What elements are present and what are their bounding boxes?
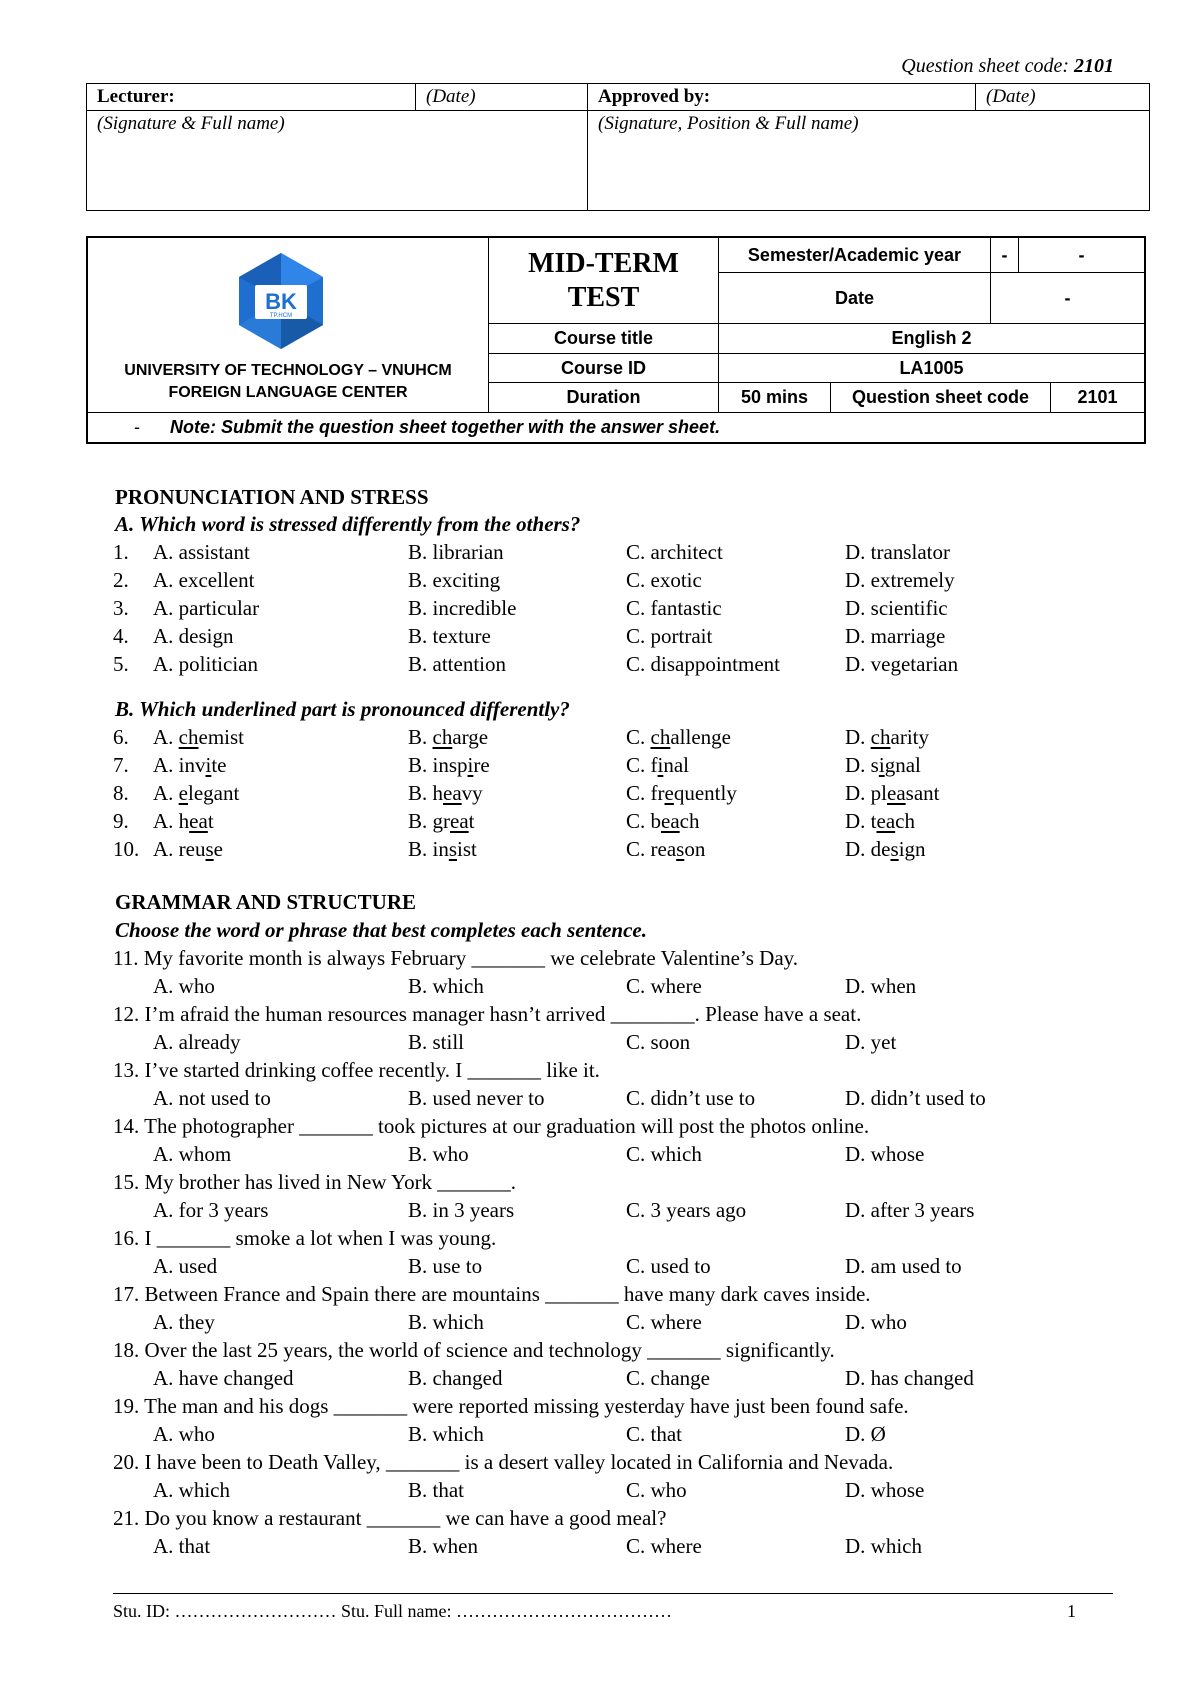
semester-label: Semester/Academic year [718, 238, 990, 272]
answer-option-d: D. am used to [845, 1254, 962, 1278]
word-part: D. s [845, 753, 879, 777]
part-b-instruction: B. Which underlined part is pronounced differently? [115, 697, 570, 721]
answer-option-a: A. for 3 years [153, 1198, 269, 1222]
answer-option-c: C. fantastic [626, 596, 722, 620]
answer-option-d: D. extremely [845, 568, 955, 592]
duration-label: Duration [488, 382, 718, 412]
answer-option-d: D. has changed [845, 1366, 974, 1390]
word-part: arge [452, 725, 489, 749]
question-text: 18. Over the last 25 years, the world of science and technology _______ significantly. [113, 1338, 835, 1362]
answer-option-b: B. in 3 years [408, 1198, 515, 1222]
logo-text: BK [265, 289, 297, 314]
answer-option-b: B. still [408, 1030, 465, 1054]
question-sheet-code-label: Question sheet code [830, 382, 1050, 412]
bk-logo-icon [233, 253, 329, 349]
answer-option-d: D. after 3 years [845, 1198, 975, 1222]
word-part: D. de [845, 837, 891, 861]
word-part: A. [153, 725, 179, 749]
underlined-part: e [178, 781, 188, 805]
answer-option-c: C. architect [626, 540, 723, 564]
answer-option-a [153, 781, 239, 806]
answer-option-b: B. changed [408, 1366, 503, 1390]
answer-option-b: B. which [408, 1422, 484, 1446]
word-part: ist [457, 837, 477, 861]
semester-value-2: - [1018, 238, 1144, 272]
underlined-part: ea [189, 809, 208, 833]
word-part: arity [890, 725, 929, 749]
answer-option-c: C. change [626, 1366, 710, 1390]
word-part: A. h [153, 809, 190, 833]
underlined-part: i [878, 753, 885, 777]
underlined-part: s [448, 837, 458, 861]
question-sheet-code-header [901, 55, 1114, 78]
answer-option-a: A. have changed [153, 1366, 294, 1390]
word-part: B. [408, 725, 433, 749]
answer-option-a: A. assistant [153, 540, 250, 564]
test-title-line2: TEST [567, 281, 640, 313]
question-text: 13. I’ve started drinking coffee recently. I _______ like it. [113, 1058, 600, 1082]
question-sheet-code-value: 2101 [1050, 382, 1144, 412]
question-number: 10. [113, 837, 140, 861]
answer-option-d: D. vegetarian [845, 652, 959, 676]
word-part: C. f [626, 753, 658, 777]
word-part: B. h [408, 781, 444, 805]
answer-option-d: D. scientific [845, 596, 948, 620]
word-part: ign [898, 837, 926, 861]
section-title-grammar: GRAMMAR AND STRUCTURE [115, 890, 417, 914]
answer-option-d: D. marriage [845, 624, 946, 648]
word-part: t [207, 809, 214, 833]
underlined-part: i [467, 753, 474, 777]
answer-option-d: D. whose [845, 1142, 925, 1166]
course-title-value: English 2 [718, 323, 1144, 353]
word-part: A. [153, 781, 179, 805]
footer-divider [113, 1593, 1113, 1594]
lecturer-date: (Date) [416, 84, 588, 111]
question-number: 8. [113, 781, 129, 805]
word-part: allenge [670, 725, 731, 749]
word-part: B. insp [408, 753, 468, 777]
approved-by-label: Approved by: [588, 84, 976, 111]
logo-subtext: TP.HCM [269, 313, 293, 319]
underlined-part: ch [870, 725, 891, 749]
grammar-instruction: Choose the word or phrase that best completes each sentence. [115, 918, 647, 942]
answer-option-c [626, 753, 689, 778]
underlined-part: s [205, 837, 214, 861]
answer-option-d: D. didn’t used to [845, 1086, 986, 1110]
answer-option-b [408, 837, 477, 862]
answer-option-b [408, 781, 483, 806]
signature-table [86, 83, 1150, 211]
question-number: 2. [113, 568, 129, 592]
answer-option-d [845, 809, 915, 834]
word-part: D. t [845, 809, 877, 833]
word-part: C. b [626, 809, 662, 833]
underlined-part: i [205, 753, 212, 777]
course-id-label: Course ID [488, 353, 718, 382]
answer-option-c: C. soon [626, 1030, 691, 1054]
answer-option-d: D. when [845, 974, 917, 998]
answer-option-d [845, 837, 926, 862]
word-part: C. fr [626, 781, 665, 805]
answer-option-a: A. they [153, 1310, 215, 1334]
word-part: gnal [884, 753, 921, 777]
section-title-pronunciation: PRONUNCIATION AND STRESS [115, 485, 429, 509]
date-value: - [990, 272, 1144, 323]
underlined-part: ch [650, 725, 671, 749]
answer-option-a: A. not used to [153, 1086, 271, 1110]
question-number: 7. [113, 753, 129, 777]
answer-option-c [626, 781, 737, 806]
lecturer-signature-box: (Signature & Full name) [87, 111, 588, 211]
note-dash: - [134, 417, 140, 437]
answer-option-d: D. yet [845, 1030, 897, 1054]
answer-option-c: C. used to [626, 1254, 711, 1278]
word-part: A. inv [153, 753, 206, 777]
approver-date: (Date) [976, 84, 1150, 111]
question-number: 3. [113, 596, 129, 620]
answer-option-a: A. politician [153, 652, 258, 676]
word-part: ch [679, 809, 700, 833]
word-part: ch [895, 809, 915, 833]
answer-option-a: A. that [153, 1534, 211, 1558]
student-info-line: Stu. ID: ……………………… Stu. Full name: ……………………………… [113, 1601, 673, 1621]
question-number: 1. [113, 540, 129, 564]
answer-option-b [408, 809, 475, 834]
university-name: UNIVERSITY OF TECHNOLOGY – VNUHCM [124, 362, 452, 379]
answer-option-a: A. design [153, 624, 234, 648]
underlined-part: ch [178, 725, 199, 749]
answer-option-b: B. that [408, 1478, 464, 1502]
answer-option-c: C. where [626, 974, 702, 998]
word-part: nal [663, 753, 689, 777]
semester-value-1: - [990, 238, 1018, 272]
answer-option-c: C. didn’t use to [626, 1086, 756, 1110]
answer-option-c [626, 837, 705, 862]
question-number: 4. [113, 624, 129, 648]
word-part: B. in [408, 837, 449, 861]
answer-option-a: A. who [153, 1422, 215, 1446]
answer-option-c: C. exotic [626, 568, 702, 592]
answer-option-d: D. who [845, 1310, 907, 1334]
question-text: 11. My favorite month is always February _______ we celebrate Valentine’s Day. [113, 946, 799, 970]
code-value: 2101 [1074, 55, 1114, 77]
page-number: 1 [1067, 1601, 1076, 1621]
answer-option-a [153, 809, 214, 834]
question-text: 16. I _______ smoke a lot when I was young. [113, 1226, 497, 1250]
question-number: 5. [113, 652, 129, 676]
answer-option-b [408, 753, 490, 778]
word-part: quently [673, 781, 737, 805]
question-number: 6. [113, 725, 129, 749]
answer-option-b: B. when [408, 1534, 478, 1558]
word-part: t [468, 809, 475, 833]
lecturer-label: Lecturer: [87, 84, 416, 111]
note-text: Note: Submit the question sheet together with the answer sheet. [170, 417, 721, 437]
answer-option-a: A. excellent [153, 568, 255, 592]
answer-option-b: B. attention [408, 652, 506, 676]
answer-option-c: C. where [626, 1534, 702, 1558]
answer-option-c: C. where [626, 1310, 702, 1334]
test-title [488, 238, 718, 323]
note-row [88, 412, 1144, 442]
question-number: 9. [113, 809, 129, 833]
underlined-part: s [890, 837, 899, 861]
answer-option-c: C. disappointment [626, 652, 780, 676]
question-text: 21. Do you know a restaurant _______ we can have a good meal? [113, 1506, 667, 1530]
answer-option-a: A. particular [153, 596, 260, 620]
underlined-part: ea [876, 809, 896, 833]
word-part: D. [845, 725, 871, 749]
answer-option-d [845, 781, 939, 806]
answer-option-b: B. who [408, 1142, 469, 1166]
answer-option-c: C. portrait [626, 624, 713, 648]
answer-option-b: B. which [408, 974, 484, 998]
word-part: D. pl [845, 781, 887, 805]
word-part: B. gr [408, 809, 450, 833]
word-part: e [213, 837, 223, 861]
answer-option-d [845, 753, 921, 778]
answer-option-c: C. which [626, 1142, 702, 1166]
answer-option-d: D. whose [845, 1478, 925, 1502]
answer-option-a: A. who [153, 974, 215, 998]
word-part: vy [461, 781, 483, 805]
code-label: Question sheet code: [901, 55, 1069, 77]
word-part: on [684, 837, 706, 861]
answer-option-b: B. use to [408, 1254, 483, 1278]
underlined-part: ch [432, 725, 453, 749]
underlined-part: ea [443, 781, 462, 805]
answer-option-c [626, 809, 700, 834]
answer-option-a: A. which [153, 1478, 230, 1502]
answer-option-b: B. incredible [408, 596, 517, 620]
duration-value: 50 mins [718, 382, 830, 412]
answer-option-b: B. exciting [408, 568, 501, 592]
answer-option-c: C. 3 years ago [626, 1198, 747, 1222]
answer-option-a: A. used [153, 1254, 218, 1278]
word-part: sant [905, 781, 940, 805]
question-text: 20. I have been to Death Valley, _______ is a desert valley located in California and Nevada. [113, 1450, 894, 1474]
answer-option-d: D. which [845, 1534, 922, 1558]
underlined-part: ea [450, 809, 469, 833]
answer-option-d: D. translator [845, 540, 950, 564]
answer-option-a [153, 725, 244, 750]
answer-option-c: C. who [626, 1478, 687, 1502]
part-a-instruction: A. Which word is stressed differently from the others? [115, 512, 581, 536]
question-text: 19. The man and his dogs _______ were reported missing yesterday have just been found safe. [113, 1394, 909, 1418]
answer-option-b: B. texture [408, 624, 491, 648]
date-label: Date [718, 272, 990, 323]
course-id-value: LA1005 [718, 353, 1144, 382]
center-name: FOREIGN LANGUAGE CENTER [168, 384, 408, 401]
word-part: A. reu [153, 837, 206, 861]
answer-option-d [845, 725, 929, 750]
approver-signature-box: (Signature, Position & Full name) [588, 111, 1150, 211]
word-part: legant [188, 781, 240, 805]
answer-option-b: B. used never to [408, 1086, 545, 1110]
underlined-part: ea [661, 809, 680, 833]
word-part: C. [626, 725, 651, 749]
test-title-line1: MID-TERM [528, 247, 679, 279]
answer-option-a [153, 753, 227, 778]
underlined-part: i [657, 753, 664, 777]
answer-option-c: C. that [626, 1422, 682, 1446]
question-text: 15. My brother has lived in New York _______. [113, 1170, 517, 1194]
answer-option-c [626, 725, 731, 750]
course-title-label: Course title [488, 323, 718, 353]
question-text: 17. Between France and Spain there are mountains _______ have many dark caves inside. [113, 1282, 871, 1306]
answer-option-b: B. which [408, 1310, 484, 1334]
answer-option-a [153, 837, 223, 862]
word-part: emist [198, 725, 244, 749]
question-text: 12. I’m afraid the human resources manager hasn’t arrived ________. Please have a seat. [113, 1002, 862, 1026]
word-part: re [473, 753, 490, 777]
word-part: te [211, 753, 227, 777]
answer-option-b [408, 725, 488, 750]
word-part: C. rea [626, 837, 677, 861]
answer-option-a: A. whom [153, 1142, 232, 1166]
underlined-part: e [664, 781, 674, 805]
answer-option-a: A. already [153, 1030, 241, 1054]
underlined-part: s [676, 837, 685, 861]
answer-option-b: B. librarian [408, 540, 504, 564]
underlined-part: ea [887, 781, 906, 805]
answer-option-d: D. Ø [845, 1422, 886, 1446]
question-text: 14. The photographer _______ took pictures at our graduation will post the photos online. [113, 1114, 870, 1138]
